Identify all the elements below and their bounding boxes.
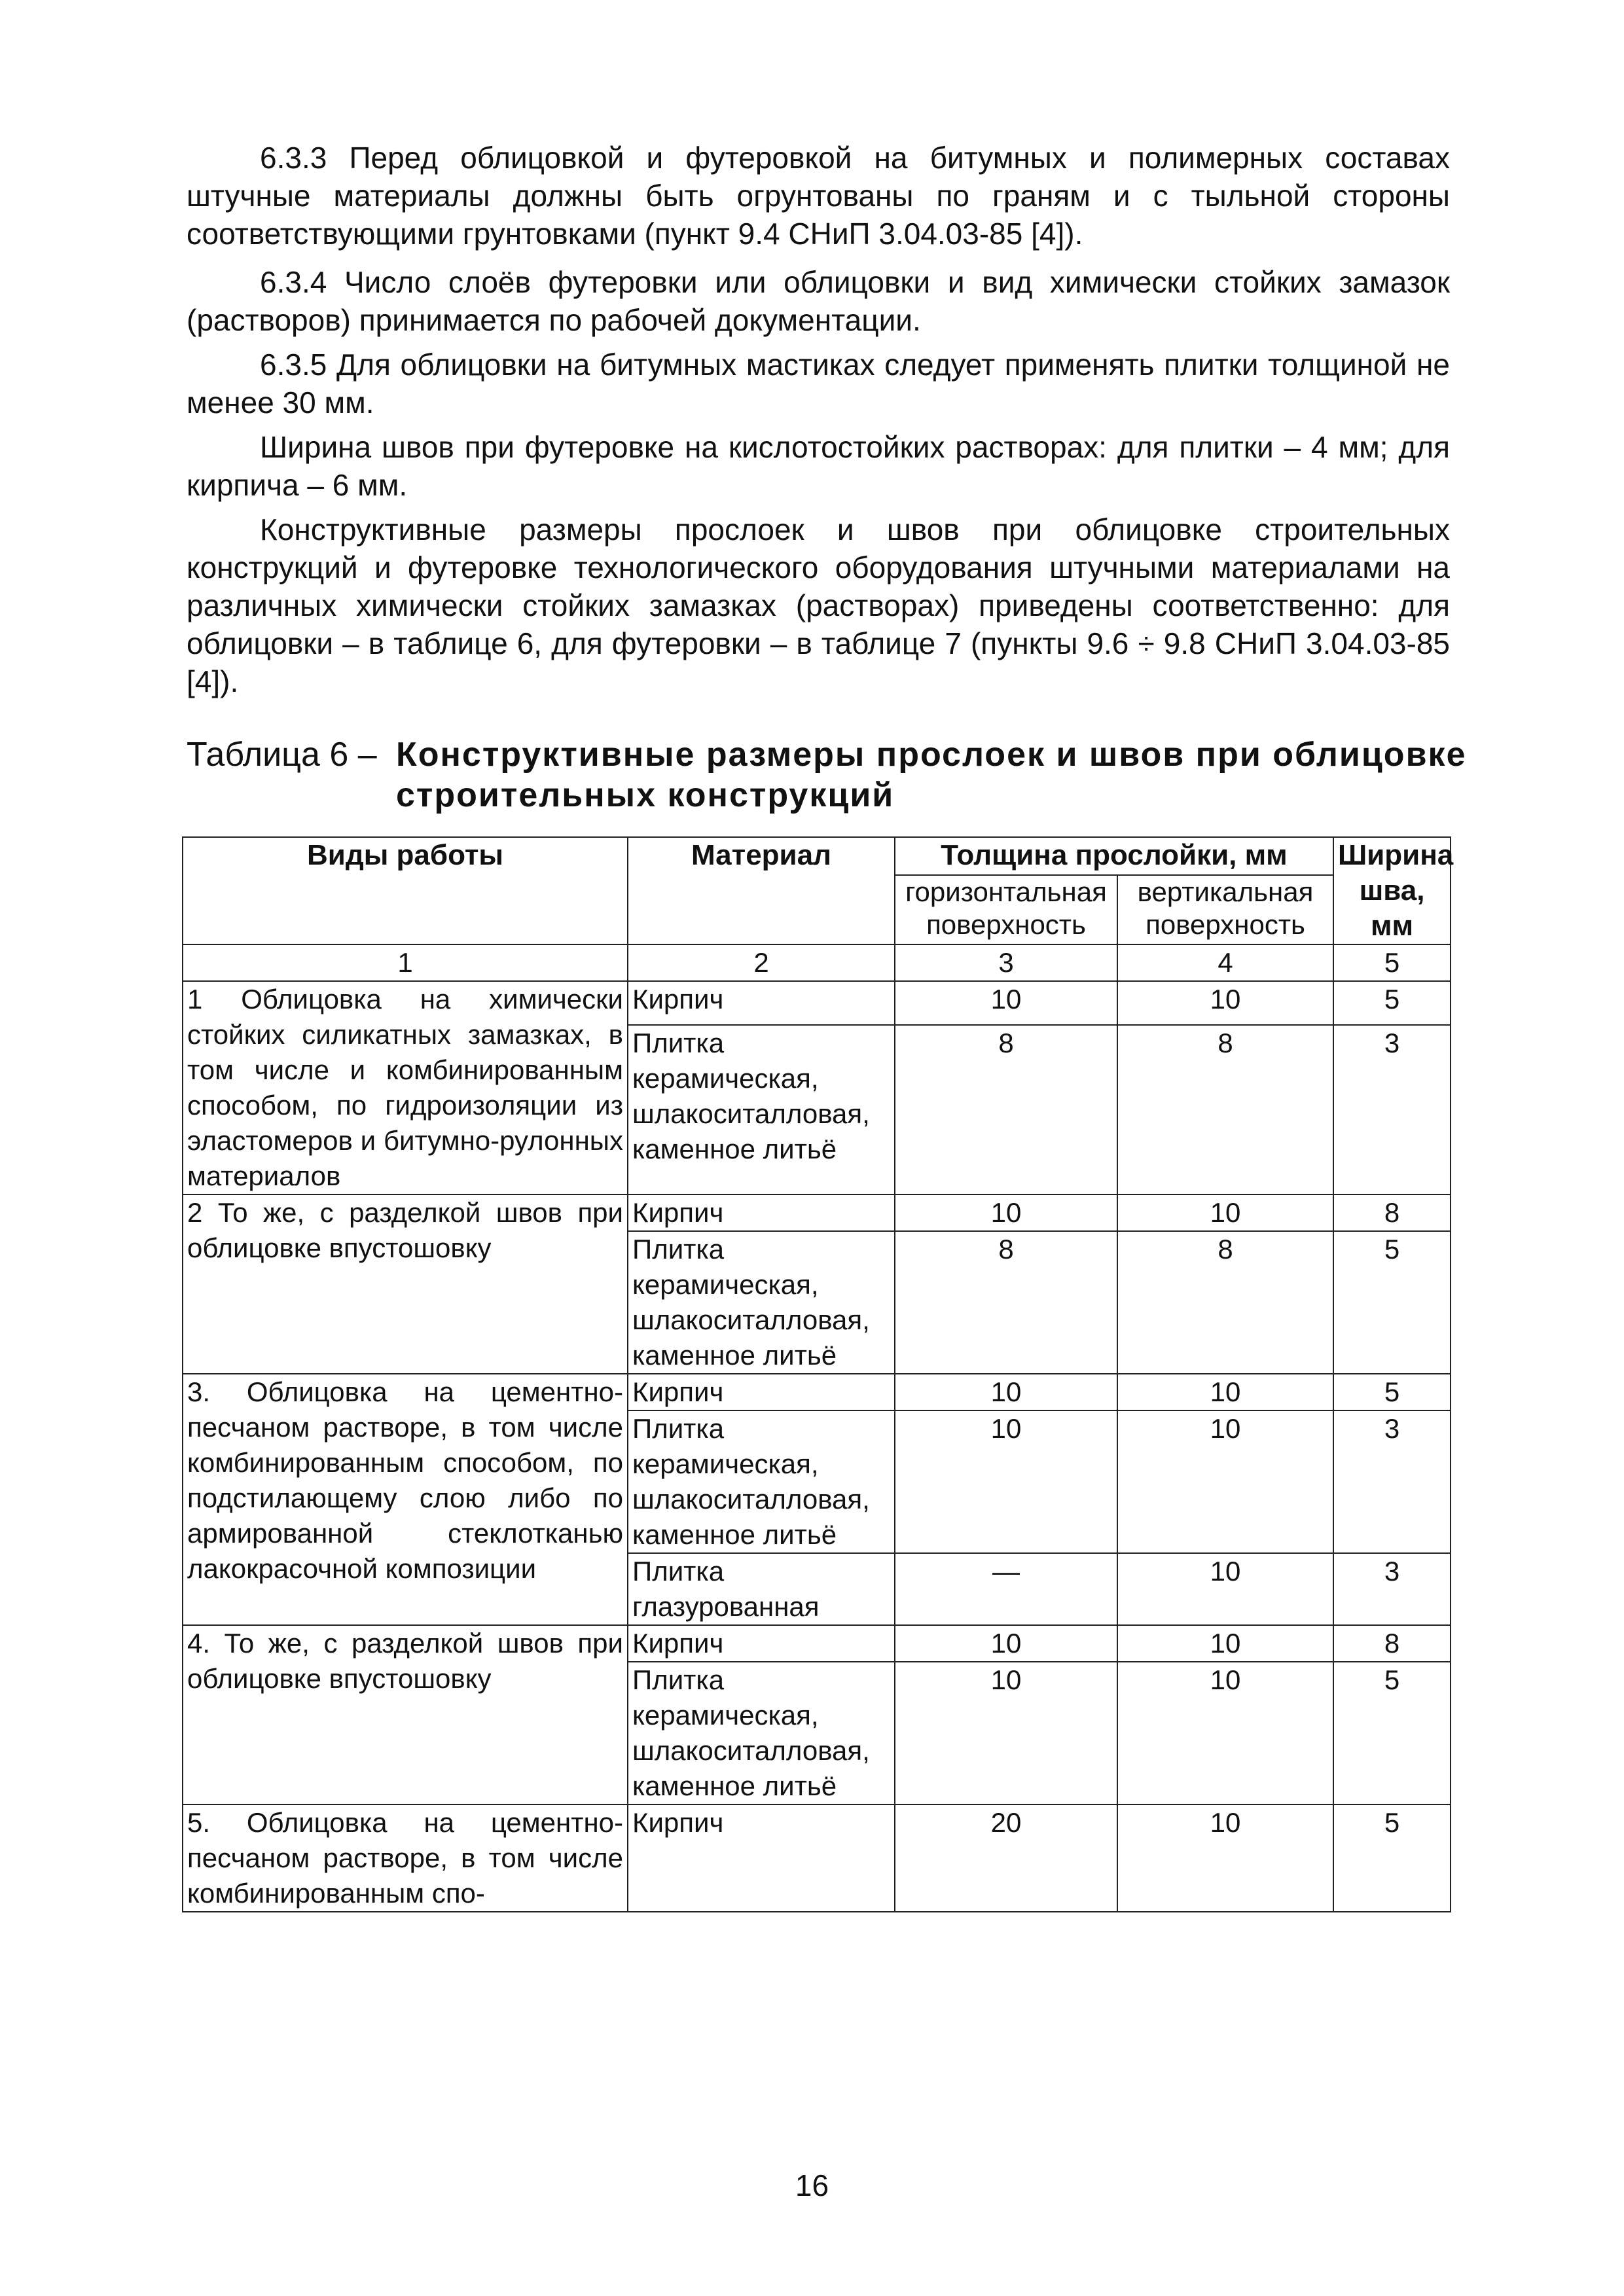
paragraph-constructive-sizes bbox=[187, 511, 1450, 700]
dimensions-table bbox=[182, 836, 1454, 1912]
column-number: 3 bbox=[895, 944, 1117, 981]
header-seam-width: Ширина шва, мм bbox=[1333, 837, 1451, 944]
paragraph-text: Конструктивные размеры прослоек и швов при облицовке строительных конструкций и футеровке технологического оборудования штучными материалами на различных химически стойких замазках (растворах) приведены соответственно: для облицовки – в таблице 6, для футеровки – в таблице 7 (пункты 9.6 ÷ 9.8 СНиП 3.04.03-85 [4]). bbox=[187, 512, 1450, 698]
seam-cell: 8 bbox=[1333, 1194, 1451, 1231]
material-cell: Плитка керамическая, шлакоситалловая, каменное литьё bbox=[628, 1410, 895, 1553]
material-cell: Кирпич bbox=[628, 1625, 895, 1662]
column-number: 1 bbox=[183, 944, 628, 981]
header-horizontal: горизонтальная поверхность bbox=[895, 875, 1117, 944]
seam-cell: 5 bbox=[1333, 981, 1451, 1025]
paragraph-text: Ширина швов при футеровке на кислотостойких растворах: для плитки – 4 мм; для кирпича – 6 мм. bbox=[187, 430, 1450, 502]
table-caption-prefix: Таблица 6 – bbox=[187, 736, 377, 774]
horizontal-cell: 10 bbox=[895, 1625, 1117, 1662]
header-vertical: вертикальная поверхность bbox=[1117, 875, 1333, 944]
horizontal-cell: 10 bbox=[895, 1374, 1117, 1410]
material-cell: Плитка керамическая, шлакоситалловая, каменное литьё bbox=[628, 1231, 895, 1374]
seam-cell: 3 bbox=[1333, 1410, 1451, 1553]
table-row bbox=[183, 1194, 1451, 1231]
header-work: Виды работы bbox=[183, 837, 628, 944]
paragraph-text: 6.3.3 Перед облицовкой и футеровкой на битумных и полимерных составах штучные материалы должны быть огрунтованы по граням и с тыльной стороны соответствующими грунтовками (пункт 9.4 СНиП 3.04.03-85 [4]). bbox=[187, 141, 1450, 251]
material-cell: Плитка керамическая, шлакоситалловая, каменное литьё bbox=[628, 1025, 895, 1194]
horizontal-cell: 10 bbox=[895, 981, 1117, 1025]
material-cell: Кирпич bbox=[628, 981, 895, 1025]
vertical-cell: 8 bbox=[1117, 1025, 1333, 1194]
vertical-cell: 10 bbox=[1117, 1410, 1333, 1553]
seam-cell: 5 bbox=[1333, 1804, 1451, 1912]
table-caption-title-cont: строительных конструкций bbox=[396, 776, 895, 814]
seam-cell: 5 bbox=[1333, 1231, 1451, 1374]
vertical-cell: 10 bbox=[1117, 981, 1333, 1025]
paragraph-6-3-3 bbox=[187, 139, 1450, 253]
table-row bbox=[183, 981, 1451, 1025]
column-number: 4 bbox=[1117, 944, 1333, 981]
vertical-cell: 10 bbox=[1117, 1662, 1333, 1804]
vertical-cell: 10 bbox=[1117, 1553, 1333, 1625]
horizontal-cell: — bbox=[895, 1553, 1117, 1625]
work-type-cell: 1 Облицовка на химически стойких силикатных замазках, в том числе и комбинированным способом, по гидроизоляции из эластомеров и битумно-рулонных материалов bbox=[183, 981, 628, 1194]
column-number: 2 bbox=[628, 944, 895, 981]
table-caption-title: Конструктивные размеры прослоек и швов при облицовке bbox=[396, 736, 1467, 774]
seam-cell: 5 bbox=[1333, 1374, 1451, 1410]
table-row bbox=[183, 1804, 1451, 1912]
work-type-cell: 2 То же, с разделкой швов при облицовке впустошовку bbox=[183, 1194, 628, 1374]
work-type-cell: 5. Облицовка на цементно-песчаном растворе, в том числе комбинированным спо- bbox=[183, 1804, 628, 1912]
horizontal-cell: 10 bbox=[895, 1662, 1117, 1804]
work-type-cell: 3. Облицовка на цементно-песчаном растворе, в том числе комбинированным способом, по подстилающему слою либо по армированной стеклотканью лакокрасочной композиции bbox=[183, 1374, 628, 1625]
seam-cell: 3 bbox=[1333, 1025, 1451, 1194]
horizontal-cell: 10 bbox=[895, 1194, 1117, 1231]
horizontal-cell: 8 bbox=[895, 1025, 1117, 1194]
vertical-cell: 10 bbox=[1117, 1625, 1333, 1662]
table-caption bbox=[187, 734, 1470, 816]
paragraph-text: 6.3.4 Число слоёв футеровки или облицовки и вид химически стойких замазок (растворов) принимается по рабочей документации. bbox=[187, 265, 1450, 337]
column-numbers-row bbox=[183, 944, 1451, 981]
work-type-cell: 4. То же, с разделкой швов при облицовке впустошовку bbox=[183, 1625, 628, 1804]
vertical-cell: 10 bbox=[1117, 1374, 1333, 1410]
header-material: Материал bbox=[628, 837, 895, 944]
material-cell: Кирпич bbox=[628, 1374, 895, 1410]
material-cell: Плитка керамическая, шлакоситалловая, каменное литьё bbox=[628, 1662, 895, 1804]
column-number: 5 bbox=[1333, 944, 1451, 981]
material-cell: Плитка глазурованная bbox=[628, 1553, 895, 1625]
horizontal-cell: 10 bbox=[895, 1410, 1117, 1553]
paragraph-6-3-4 bbox=[187, 263, 1450, 339]
vertical-cell: 8 bbox=[1117, 1231, 1333, 1374]
table-row bbox=[183, 1374, 1451, 1410]
material-cell: Кирпич bbox=[628, 1194, 895, 1231]
paragraph-6-3-5 bbox=[187, 346, 1450, 422]
paragraph-seam-width bbox=[187, 428, 1450, 504]
table-row bbox=[183, 1625, 1451, 1662]
seam-cell: 8 bbox=[1333, 1625, 1451, 1662]
vertical-cell: 10 bbox=[1117, 1194, 1333, 1231]
paragraph-text: 6.3.5 Для облицовки на битумных мастиках следует применять плитки толщиной не менее 30 мм. bbox=[187, 348, 1450, 420]
horizontal-cell: 8 bbox=[895, 1231, 1117, 1374]
seam-cell: 5 bbox=[1333, 1662, 1451, 1804]
material-cell: Кирпич bbox=[628, 1804, 895, 1912]
vertical-cell: 10 bbox=[1117, 1804, 1333, 1912]
seam-cell: 3 bbox=[1333, 1553, 1451, 1625]
page-number: 16 bbox=[795, 2168, 829, 2202]
horizontal-cell: 20 bbox=[895, 1804, 1117, 1912]
header-thickness: Толщина прослойки, мм bbox=[895, 837, 1333, 875]
